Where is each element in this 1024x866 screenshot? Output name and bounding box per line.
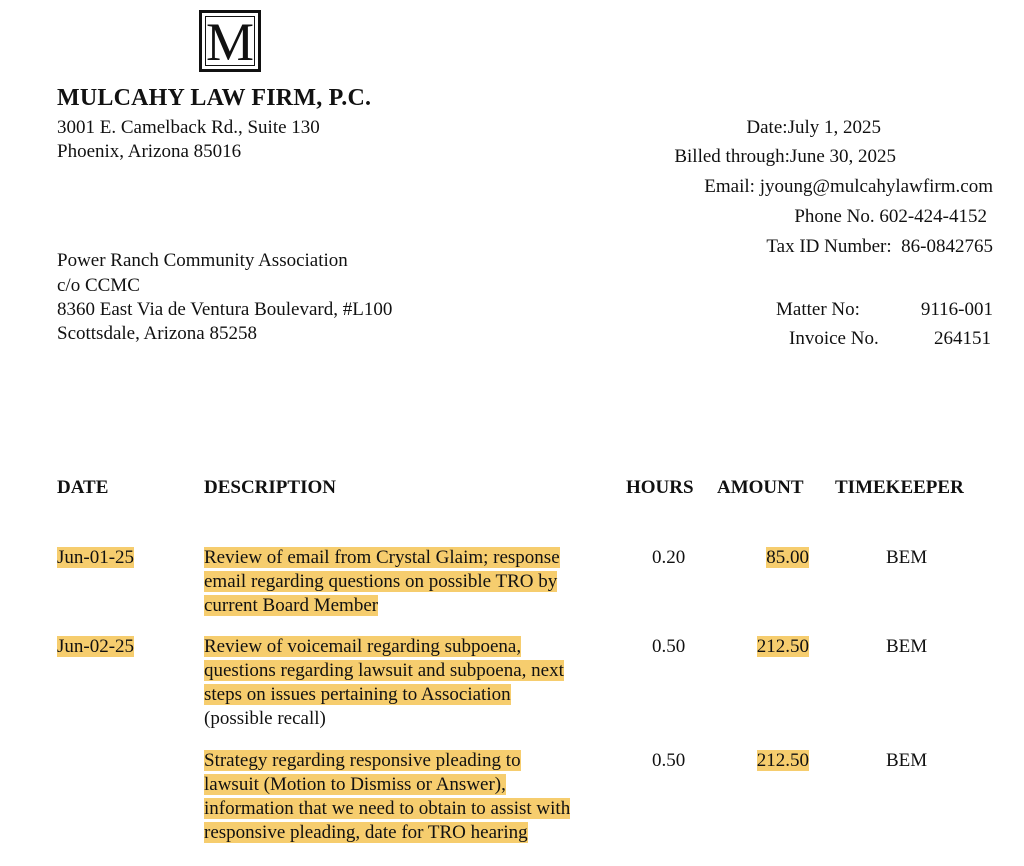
billed-through (674, 146, 896, 168)
description-line: email regarding questions on possible TRO by (204, 571, 558, 592)
matter-label: Matter No: (776, 299, 860, 320)
header-hours: HOURS (626, 477, 694, 498)
client-line2: c/o CCMC (57, 275, 140, 296)
description-line: Review of email from Crystal Glaim; response (204, 547, 560, 568)
phone-value: 602-424-4152 (879, 206, 987, 227)
billed-value: June 30, 2025 (789, 146, 896, 167)
description-line: information that we need to obtain to assist with (204, 798, 571, 819)
description-line: Review of voicemail regarding subpoena, (204, 636, 522, 657)
row-description (204, 749, 624, 845)
firm-address-line2: Phoenix, Arizona 85016 (57, 141, 242, 162)
firm-address-line1: 3001 E. Camelback Rd., Suite 130 (57, 117, 320, 138)
invoice-email (704, 176, 993, 198)
row-amount: 85.00 (766, 547, 809, 568)
row-description (204, 635, 624, 731)
email-value: jyoung@mulcahylawfirm.com (759, 176, 993, 197)
row-amount: 212.50 (756, 750, 809, 771)
header-date: DATE (57, 477, 109, 498)
billed-label: Billed through: (674, 146, 790, 167)
row-amount: 212.50 (756, 636, 809, 657)
email-label: Email: (704, 176, 755, 197)
row-timekeeper: BEM (886, 750, 928, 771)
row-timekeeper: BEM (886, 547, 928, 568)
firm-logo (199, 10, 261, 72)
header-description: DESCRIPTION (204, 477, 336, 498)
row-hours: 0.50 (652, 750, 686, 771)
date-label: Date: (746, 117, 788, 138)
header-amount: AMOUNT (717, 477, 804, 498)
description-line: lawsuit (Motion to Dismiss or Answer), (204, 774, 506, 795)
description-line: steps on issues pertaining to Association (204, 684, 511, 705)
invoice-number-value: 264151 (934, 328, 991, 349)
firm-name: MULCAHY LAW FIRM, P.C. (57, 85, 372, 111)
row-description (204, 546, 624, 618)
phone-label: Phone No. (794, 206, 875, 227)
invoice-phone (794, 206, 987, 228)
logo-letter: M (206, 12, 255, 72)
invoice-date (746, 117, 881, 139)
description-line: current Board Member (204, 595, 379, 616)
invoice-taxid (766, 236, 993, 258)
row-hours: 0.20 (652, 547, 686, 568)
row-date: Jun-02-25 (57, 636, 135, 657)
client-line4: Scottsdale, Arizona 85258 (57, 323, 257, 344)
description-line: responsive pleading, date for TRO hearing (204, 822, 528, 843)
client-line3: 8360 East Via de Ventura Boulevard, #L100 (57, 299, 393, 320)
date-value: July 1, 2025 (787, 117, 881, 138)
description-line: questions regarding lawsuit and subpoena, next (204, 660, 564, 681)
taxid-label: Tax ID Number: (766, 236, 892, 257)
row-hours: 0.50 (652, 636, 686, 657)
client-line1: Power Ranch Community Association (57, 250, 348, 271)
row-timekeeper: BEM (886, 636, 928, 657)
matter-value: 9116-001 (920, 299, 993, 320)
taxid-value: 86-0842765 (901, 236, 993, 257)
description-line: (possible recall) (204, 708, 326, 729)
header-timekeeper: TIMEKEEPER (835, 477, 964, 498)
description-line: Strategy regarding responsive pleading to (204, 750, 521, 771)
row-date: Jun-01-25 (57, 547, 135, 568)
invoice-number-label: Invoice No. (789, 328, 879, 349)
